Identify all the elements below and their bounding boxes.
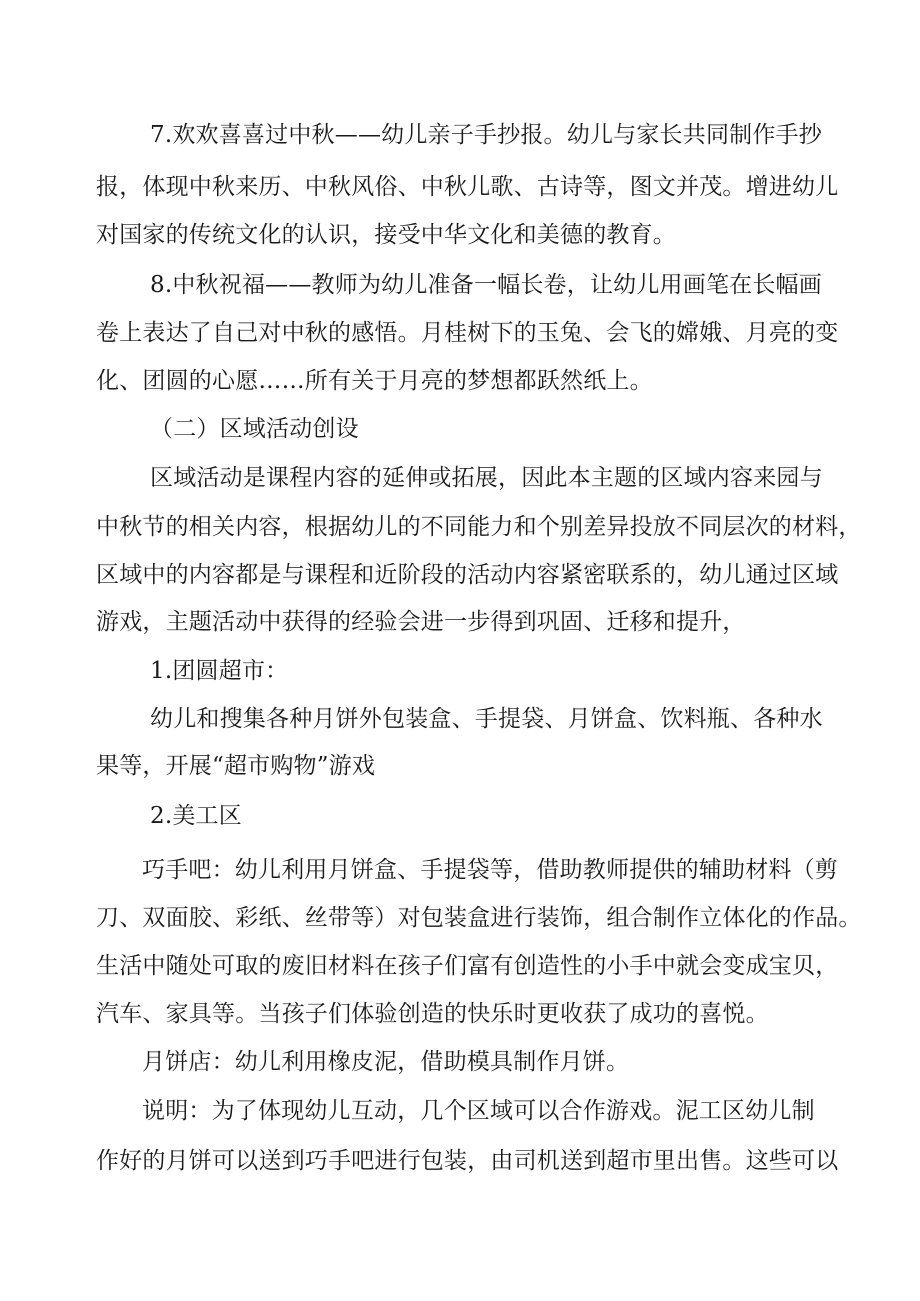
text-line-17: 刀、双面胶、彩纸、丝带等）对包装盒进行装饰，组合制作立体化的作品。 — [96, 905, 862, 931]
text-line-18: 生活中随处可取的废旧材料在孩子们富有创造性的小手中就会变成宝贝， — [96, 953, 839, 979]
text-line-9: 中秋节的相关内容，根据幼儿的不同能力和个别差异投放不同层次的材料， — [96, 514, 862, 540]
text-line-2: 报，体现中秋来历、中秋风俗、中秋儿歌、古诗等，图文并茂。增进幼儿 — [96, 174, 839, 200]
text-line-10: 区域中的内容都是与课程和近阶段的活动内容紧密联系的，幼儿通过区域 — [96, 562, 839, 588]
text-line-20: 月饼店：幼儿利用橡皮泥，借助模具制作月饼。 — [142, 1049, 630, 1075]
subheading-2: 2.美工区 — [150, 803, 242, 829]
text-line-14: 果等，开展“超市购物”游戏 — [96, 753, 376, 779]
text-line-11: 游戏，主题活动中获得的经验会进一步得到巩固、迁移和提升， — [96, 609, 746, 635]
text-line-6: 化、团圆的心愿……所有关于月亮的梦想都跃然纸上。 — [96, 368, 653, 394]
text-line-13: 幼儿和搜集各种月饼外包装盒、手提袋、月饼盒、饮料瓶、各种水 — [150, 706, 823, 732]
text-line-21: 说明：为了体现幼儿互动，几个区域可以合作游戏。泥工区幼儿制 — [142, 1098, 815, 1124]
text-line-3: 对国家的传统文化的认识，接受中华文化和美德的教育。 — [96, 222, 676, 248]
text-line-8: 区域活动是课程内容的延伸或拓展，因此本主题的区域内容来园与 — [150, 465, 823, 491]
text-line-22: 作好的月饼可以送到巧手吧进行包装，由司机送到超市里出售。这些可以 — [96, 1148, 839, 1174]
text-line-4: 8.中秋祝福——教师为幼儿准备一幅长卷，让幼儿用画笔在长幅画 — [150, 272, 822, 298]
text-line-19: 汽车、家具等。当孩子们体验创造的快乐时更收获了成功的喜悦。 — [96, 1001, 769, 1027]
text-line-16: 巧手吧：幼儿利用月饼盒、手提袋等，借助教师提供的辅助材料（剪 — [142, 857, 838, 883]
section-heading: （二）区域活动创设 — [150, 416, 359, 442]
text-line-5: 卷上表达了自己对中秋的感悟。月桂树下的玉兔、会飞的嫦娥、月亮的变 — [96, 320, 839, 346]
text-line-1: 7.欢欢喜喜过中秋——幼儿亲子手抄报。幼儿与家长共同制作手抄 — [150, 122, 822, 148]
subheading-1: 1.团圆超市： — [150, 658, 289, 684]
